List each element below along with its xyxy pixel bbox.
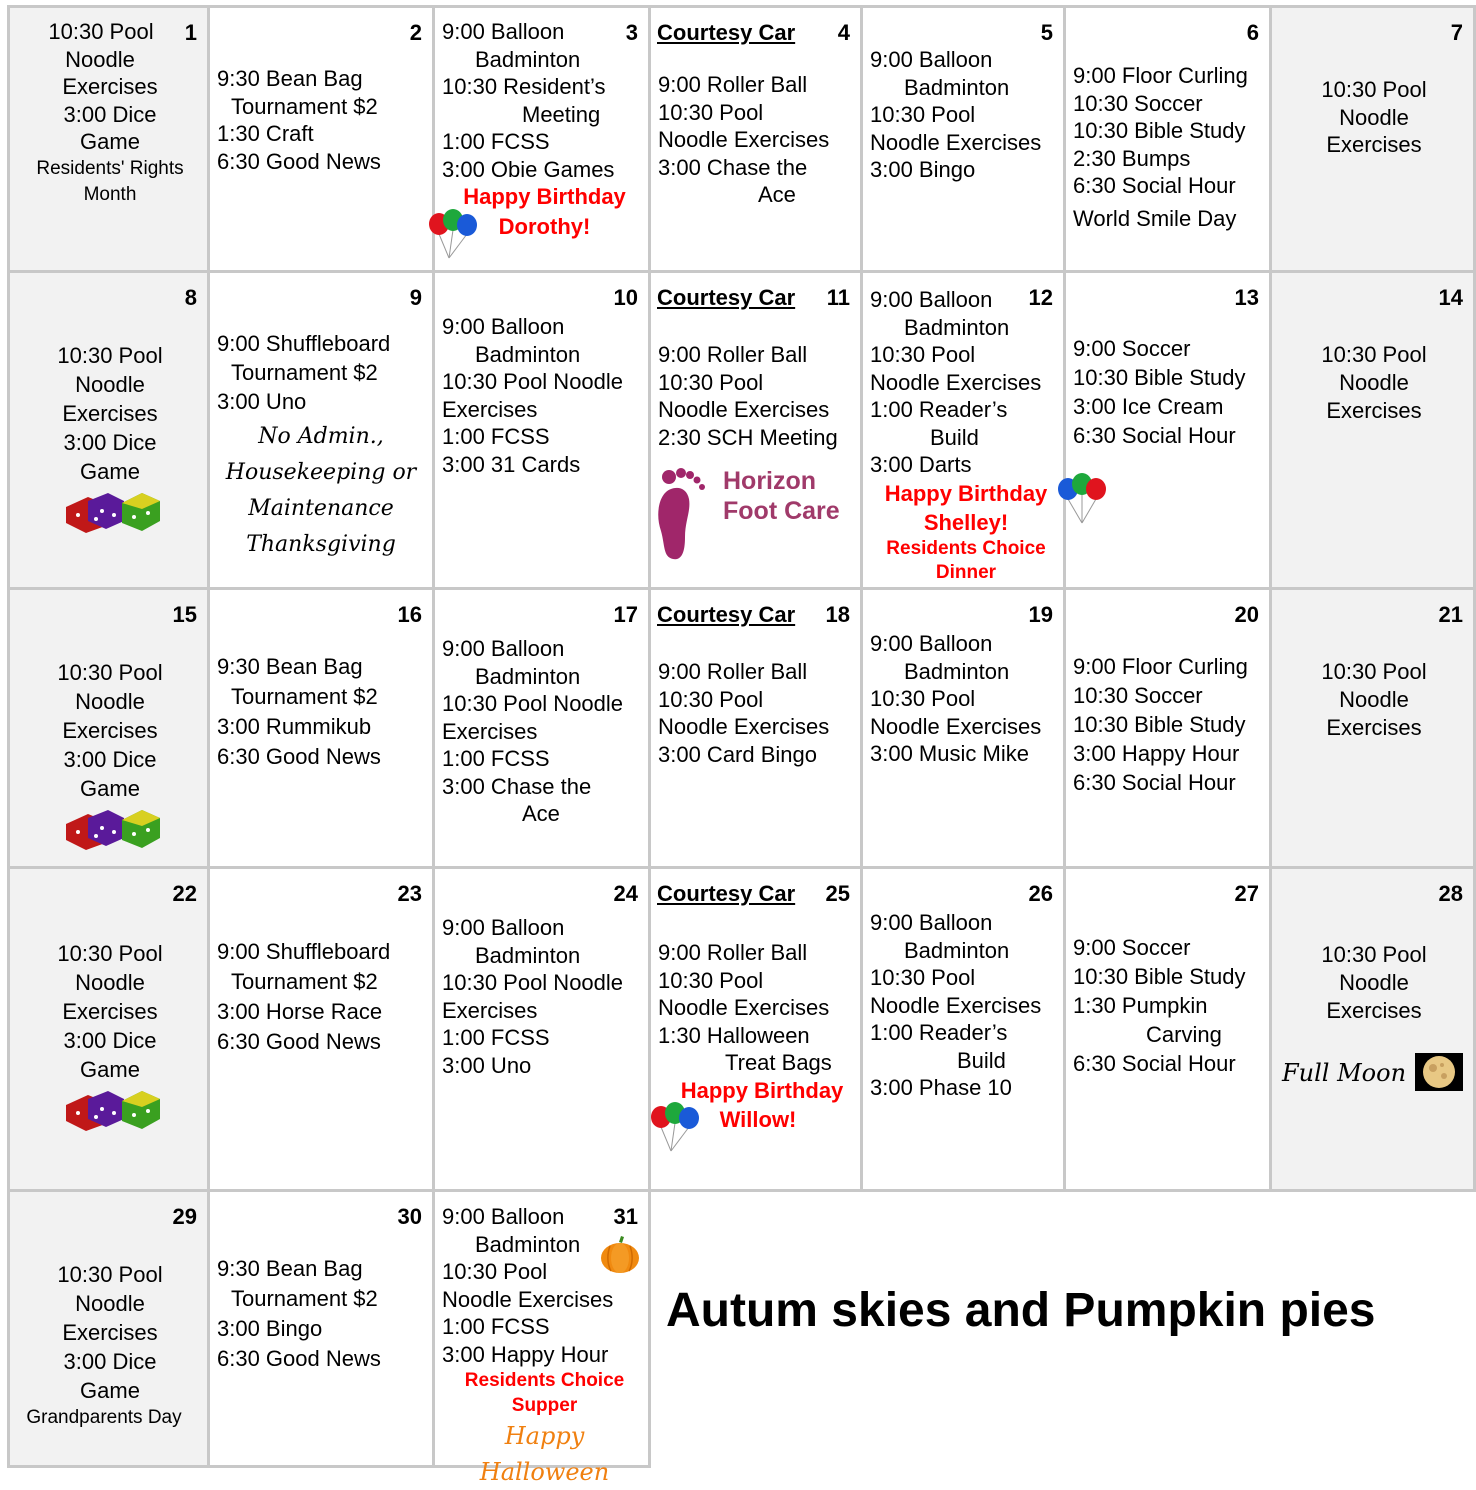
event-line: 6:30 Social Hour xyxy=(1073,423,1236,448)
day-number: 27 xyxy=(1234,881,1259,906)
day-cell-11 xyxy=(648,270,863,590)
event-line: 3:00 Obie Games xyxy=(442,156,615,182)
event-line: Noodle Exercises xyxy=(658,127,830,152)
day-number: 9 xyxy=(409,285,422,310)
event-line: 10:30 Pool xyxy=(57,343,163,368)
day-number: 2 xyxy=(409,20,422,45)
event-line: 3:00 Rummikub xyxy=(217,714,372,739)
event-line: Noodle Exercises xyxy=(442,1286,614,1312)
courtesy-car-label: Courtesy Car xyxy=(657,20,796,45)
day-cell-27 xyxy=(1063,866,1272,1192)
event-line: Badminton xyxy=(904,74,1010,100)
balloons-icon xyxy=(647,1097,703,1153)
event-line: 10:30 Pool xyxy=(1321,659,1427,684)
event-line: Exercises xyxy=(62,401,158,426)
event-line: 1:00 FCSS xyxy=(442,746,550,771)
day-number: 25 xyxy=(825,881,850,906)
balloons-icon xyxy=(1054,469,1110,525)
day-cell-3 xyxy=(432,5,651,273)
event-line: 3:00 Bingo xyxy=(217,1316,323,1341)
event-line: 10:30 Soccer xyxy=(1073,683,1203,708)
event-line: 10:30 Pool Noodle xyxy=(442,369,624,394)
day-cell-31 xyxy=(432,1189,651,1486)
event-line: Exercises xyxy=(1326,398,1422,423)
event-line: Noodle xyxy=(75,1291,145,1316)
event-line: 10:30 Pool xyxy=(1321,342,1427,367)
event-line: Exercises xyxy=(442,396,538,422)
residents-choice-label: Residents Choice xyxy=(886,537,1046,559)
day-number: 24 xyxy=(613,881,638,906)
event-line: 3:00 Dice xyxy=(63,101,157,127)
event-line: Exercises xyxy=(442,718,538,744)
event-line: Exercises xyxy=(62,1320,158,1345)
event-line: 9:00 Soccer xyxy=(1073,336,1191,361)
event-line: 3:00 Music Mike xyxy=(870,741,1029,766)
event-line: Badminton xyxy=(904,314,1010,340)
event-line: Badminton xyxy=(475,663,581,689)
event-line: 10:30 Pool xyxy=(442,1259,548,1284)
event-line: 1:00 Reader’s xyxy=(870,397,1008,422)
day-cell-9 xyxy=(207,270,435,590)
event-line: Noodle Exercises xyxy=(870,129,1042,155)
event-line: 6:30 Social Hour xyxy=(1073,770,1236,795)
day-cell-19 xyxy=(860,587,1066,869)
day-cell-8 xyxy=(7,270,210,590)
event-line: 6:30 Social Hour xyxy=(1073,1051,1236,1076)
dice-icon xyxy=(62,485,162,533)
event-line: 9:00 Balloon xyxy=(870,631,993,656)
observance-note: Grandparents Day xyxy=(26,1407,182,1428)
event-line: 9:00 Floor Curling xyxy=(1073,63,1248,88)
day-number: 3 xyxy=(625,20,638,45)
day-cell-24 xyxy=(432,866,651,1192)
day-number: 29 xyxy=(172,1204,197,1229)
event-line: 10:30 Pool xyxy=(48,19,154,44)
event-line: 3:00 Card Bingo xyxy=(658,741,817,767)
day-number: 15 xyxy=(172,602,197,627)
event-line: 6:30 Good News xyxy=(217,744,381,769)
event-line: Exercises xyxy=(1326,132,1422,157)
full-moon-label: Full Moon xyxy=(1282,1059,1407,1087)
closure-note: Housekeeping or xyxy=(225,460,417,485)
event-line: 10:30 Soccer xyxy=(1073,90,1203,116)
event-line: Tournament $2 xyxy=(231,1286,378,1311)
day-cell-13 xyxy=(1063,270,1272,590)
event-line: 9:00 Balloon xyxy=(870,47,993,72)
day-number: 1 xyxy=(184,20,197,45)
event-line: Ace xyxy=(522,801,560,826)
event-line: 3:00 Uno xyxy=(442,1052,532,1078)
event-line: Exercises xyxy=(62,74,158,99)
day-number: 19 xyxy=(1028,602,1053,627)
day-number: 26 xyxy=(1028,881,1053,906)
dice-icon xyxy=(62,1083,162,1131)
event-line: Exercises xyxy=(62,718,158,743)
event-line: 9:30 Bean Bag xyxy=(217,654,363,679)
day-number: 17 xyxy=(613,602,638,627)
day-cell-21 xyxy=(1269,587,1476,869)
event-line: 9:00 Shuffleboard xyxy=(217,939,391,964)
event-line: Badminton xyxy=(904,937,1010,963)
residents-choice-label: Residents Choice xyxy=(464,1370,625,1391)
day-cell-16 xyxy=(207,587,435,869)
event-line: Badminton xyxy=(904,658,1010,684)
foot-icon xyxy=(651,459,713,561)
day-cell-10 xyxy=(432,270,651,590)
day-cell-2 xyxy=(207,5,435,273)
event-line: 3:00 Dice xyxy=(63,747,157,772)
day-cell-17 xyxy=(432,587,651,869)
day-cell-14 xyxy=(1269,270,1476,590)
event-line: 6:30 Social Hour xyxy=(1073,173,1236,198)
event-line: 3:00 Dice xyxy=(63,1028,157,1053)
event-line: Treat Bags xyxy=(725,1050,832,1075)
event-line: Exercises xyxy=(62,999,158,1024)
event-line: 3:00 Chase the xyxy=(442,773,592,799)
event-line: Build xyxy=(930,424,979,450)
day-number: 30 xyxy=(397,1204,422,1229)
courtesy-car-label: Courtesy Car xyxy=(657,602,796,627)
event-line: Noodle Exercises xyxy=(658,714,830,739)
event-line: 6:30 Good News xyxy=(217,148,381,174)
event-line: Noodle Exercises xyxy=(658,995,830,1020)
day-cell-6 xyxy=(1063,5,1272,273)
day-number: 4 xyxy=(837,20,850,45)
event-line: 10:30 Bible Study xyxy=(1073,712,1246,737)
event-line: 9:00 Balloon xyxy=(442,314,565,339)
event-line: Noodle xyxy=(1339,687,1409,712)
event-line: Noodle xyxy=(1339,370,1409,395)
event-line: Noodle Exercises xyxy=(870,992,1042,1018)
day-number: 18 xyxy=(825,602,850,627)
event-line: Meeting xyxy=(522,101,601,127)
day-cell-29 xyxy=(7,1189,210,1468)
residents-choice-label: Supper xyxy=(511,1395,578,1416)
event-line: 10:30 Bible Study xyxy=(1073,964,1246,989)
event-line: Exercises xyxy=(442,997,538,1023)
event-line: Game xyxy=(80,129,140,154)
event-line: 9:00 Balloon xyxy=(442,915,565,940)
day-number: 31 xyxy=(613,1204,638,1229)
day-cell-5 xyxy=(860,5,1066,273)
day-cell-22 xyxy=(7,866,210,1192)
day-number: 11 xyxy=(826,285,850,310)
event-line: 9:30 Bean Bag xyxy=(217,1256,363,1281)
event-line: Badminton xyxy=(475,341,581,367)
event-line: Noodle Exercises xyxy=(658,397,830,422)
moon-icon xyxy=(1415,1053,1463,1091)
event-line: 10:30 Pool xyxy=(870,686,976,711)
day-number: 7 xyxy=(1450,20,1463,45)
day-cell-20 xyxy=(1063,587,1272,869)
day-cell-23 xyxy=(207,866,435,1192)
month-slogan: Autum skies and Pumpkin pies xyxy=(666,1284,1376,1337)
event-line: Noodle xyxy=(65,46,135,72)
event-line: Noodle xyxy=(75,372,145,397)
day-number: 22 xyxy=(172,881,197,906)
event-line: Game xyxy=(80,459,140,484)
event-line: 9:00 Roller Ball xyxy=(658,342,808,367)
event-line: 9:00 Floor Curling xyxy=(1073,654,1248,679)
event-line: Tournament $2 xyxy=(231,684,378,709)
day-cell-4 xyxy=(648,5,863,273)
event-line: 10:30 Pool xyxy=(658,967,764,993)
birthday-text: Willow! xyxy=(719,1107,797,1132)
event-line: 10:30 Pool xyxy=(658,99,764,125)
event-line: Game xyxy=(80,1057,140,1082)
event-line: Badminton xyxy=(475,1231,581,1257)
event-line: 3:00 Chase the xyxy=(658,154,808,180)
event-line: 1:00 FCSS xyxy=(442,424,550,449)
event-line: Noodle Exercises xyxy=(870,713,1042,739)
event-line: 10:30 Pool xyxy=(870,965,976,990)
event-line: Noodle Exercises xyxy=(870,369,1042,395)
event-line: 10:30 Pool xyxy=(1321,942,1427,967)
day-cell-30 xyxy=(207,1189,435,1468)
event-line: 1:00 FCSS xyxy=(442,1025,550,1050)
event-line: Build xyxy=(957,1047,1006,1073)
day-cell-1 xyxy=(7,5,210,273)
event-line: Exercises xyxy=(1326,998,1422,1023)
courtesy-car-label: Courtesy Car xyxy=(657,285,796,310)
event-line: 9:00 Roller Ball xyxy=(658,940,808,965)
event-line: 10:30 Pool Noodle xyxy=(442,970,624,995)
event-line: Carving xyxy=(1146,1022,1222,1047)
event-line: 10:30 Pool xyxy=(658,369,764,395)
event-line: 2:30 Bumps xyxy=(1073,145,1191,171)
event-line: Tournament $2 xyxy=(231,360,378,385)
day-number: 6 xyxy=(1246,20,1259,45)
courtesy-car-label: Courtesy Car xyxy=(657,881,796,906)
event-line: 10:30 Pool xyxy=(870,342,976,367)
event-line: Exercises xyxy=(1326,715,1422,740)
event-line: 9:00 Balloon xyxy=(442,1204,565,1229)
event-line: 9:30 Bean Bag xyxy=(217,66,363,91)
event-line: 10:30 Pool xyxy=(1321,77,1427,102)
foot-care-label: Horizon xyxy=(723,467,817,495)
event-line: 9:00 Balloon xyxy=(442,19,565,44)
closure-note: Maintenance xyxy=(248,496,394,521)
day-number: 21 xyxy=(1438,602,1463,627)
event-line: 6:30 Good News xyxy=(217,1346,381,1371)
day-number: 23 xyxy=(397,881,422,906)
event-line: 3:00 Dice xyxy=(63,430,157,455)
birthday-text: Happy Birthday xyxy=(680,1077,844,1103)
closure-note: Thanksgiving xyxy=(246,532,396,557)
residents-choice-label: Dinner xyxy=(935,561,997,583)
day-number: 5 xyxy=(1040,20,1053,45)
event-line: 9:00 Soccer xyxy=(1073,935,1191,960)
event-line: 1:00 FCSS xyxy=(442,129,550,154)
event-line: Game xyxy=(80,1378,140,1403)
birthday-text: Dorothy! xyxy=(498,213,591,239)
day-number: 12 xyxy=(1028,285,1053,310)
month-note: Month xyxy=(83,183,137,205)
event-line: 10:30 Pool xyxy=(57,660,163,685)
event-line: Ace xyxy=(758,182,796,207)
event-line: 9:00 Balloon xyxy=(442,636,565,661)
day-number: 13 xyxy=(1234,285,1259,310)
event-line: 3:00 Bingo xyxy=(870,157,976,182)
day-cell-28 xyxy=(1269,866,1476,1192)
event-line: Badminton xyxy=(475,46,581,72)
birthday-text: Happy Birthday xyxy=(884,480,1048,506)
event-line: 9:00 Roller Ball xyxy=(658,72,808,97)
event-line: 1:00 Reader’s xyxy=(870,1020,1008,1045)
day-number: 8 xyxy=(184,285,197,310)
day-cell-26 xyxy=(860,866,1066,1192)
day-cell-25 xyxy=(648,866,863,1192)
event-line: 10:30 Pool xyxy=(870,102,976,127)
event-line: 10:30 Bible Study xyxy=(1073,365,1246,390)
pumpkin-icon xyxy=(599,1234,641,1274)
day-cell-7 xyxy=(1269,5,1476,273)
event-line: Noodle xyxy=(1339,104,1409,130)
observance-note: World Smile Day xyxy=(1073,205,1237,231)
day-cell-18 xyxy=(648,587,863,869)
event-line: 9:00 Roller Ball xyxy=(658,659,808,684)
event-line: 10:30 Pool xyxy=(57,941,163,966)
day-number: 20 xyxy=(1234,602,1259,627)
event-line: 3:00 Dice xyxy=(63,1349,157,1374)
event-line: 10:30 Pool xyxy=(57,1262,163,1287)
event-line: Tournament $2 xyxy=(231,969,378,994)
balloons-icon xyxy=(425,204,481,260)
event-line: 9:00 Shuffleboard xyxy=(217,331,391,356)
happy-halloween-label: Happy Halloween xyxy=(479,1422,610,1486)
event-line: 3:00 Happy Hour xyxy=(442,1341,609,1367)
event-line: Noodle xyxy=(75,689,145,714)
event-line: 1:30 Pumpkin xyxy=(1073,993,1208,1018)
month-note: Residents' Rights xyxy=(36,157,184,179)
day-number: 10 xyxy=(613,285,638,310)
event-line: 3:00 Happy Hour xyxy=(1073,741,1240,766)
event-line: 3:00 Phase 10 xyxy=(870,1075,1012,1100)
event-line: Tournament $2 xyxy=(231,93,378,119)
closure-note: No Admin., xyxy=(258,424,384,449)
day-cell-15 xyxy=(7,587,210,869)
event-line: Noodle xyxy=(75,970,145,995)
event-line: 9:00 Balloon xyxy=(870,910,993,935)
event-line: 3:00 Darts xyxy=(870,452,972,477)
event-line: Noodle xyxy=(1339,970,1409,995)
dice-icon xyxy=(62,802,162,850)
event-line: 9:00 Balloon xyxy=(870,287,993,312)
event-line: 3:00 Uno xyxy=(217,389,307,414)
event-line: 6:30 Good News xyxy=(217,1029,381,1054)
event-line: 10:30 Bible Study xyxy=(1073,118,1246,143)
foot-care-label: Foot Care xyxy=(723,497,840,525)
event-line: 10:30 Pool Noodle xyxy=(442,691,624,716)
event-line: 10:30 Resident’s xyxy=(442,74,606,99)
event-line: Badminton xyxy=(475,942,581,968)
birthday-text: Happy Birthday xyxy=(463,184,626,209)
event-line: 3:00 Horse Race xyxy=(217,999,383,1024)
day-number: 28 xyxy=(1438,881,1463,906)
day-number: 16 xyxy=(397,602,422,627)
event-line: 3:00 31 Cards xyxy=(442,451,581,477)
day-cell-12 xyxy=(860,270,1066,590)
event-line: 1:00 FCSS xyxy=(442,1314,550,1339)
event-line: 2:30 SCH Meeting xyxy=(658,424,838,450)
birthday-text: Shelley! xyxy=(923,509,1009,535)
event-line: 1:30 Halloween xyxy=(658,1022,810,1048)
event-line: 1:30 Craft xyxy=(217,121,314,146)
event-line: 3:00 Ice Cream xyxy=(1073,394,1224,419)
event-line: Game xyxy=(80,776,140,801)
day-number: 14 xyxy=(1438,285,1463,310)
event-line: 10:30 Pool xyxy=(658,686,764,712)
